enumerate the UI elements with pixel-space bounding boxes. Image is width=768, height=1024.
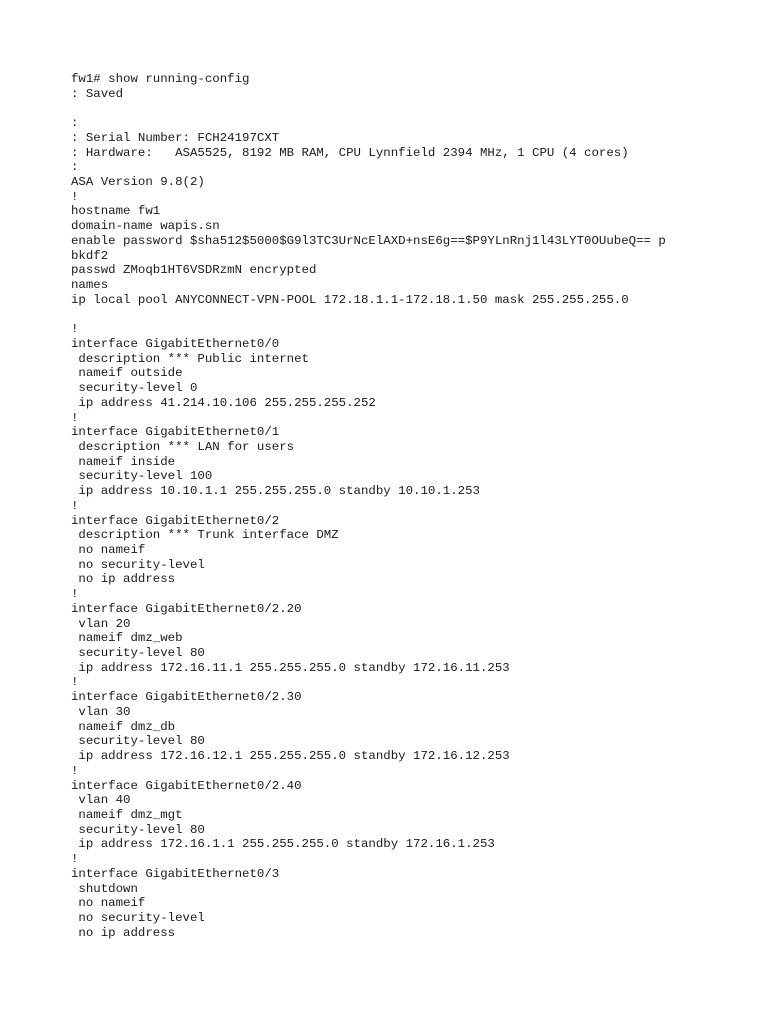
config-line: ! <box>71 852 79 867</box>
config-line: interface GigabitEthernet0/0 <box>71 336 280 351</box>
config-line: : Saved <box>71 86 124 101</box>
config-line: interface GigabitEthernet0/1 <box>71 425 280 440</box>
config-line: interface GigabitEthernet0/2.20 <box>71 601 302 616</box>
config-line: vlan 40 <box>71 793 131 808</box>
config-line: ip address 172.16.11.1 255.255.255.0 standby 172.16.11.253 <box>71 660 510 675</box>
config-line: domain-name wapis.sn <box>71 219 220 234</box>
config-line: ! <box>71 498 79 513</box>
config-line: passwd ZMoqb1HT6VSDRzmN encrypted <box>71 263 317 278</box>
config-line: bkdf2 <box>71 248 109 263</box>
config-line: nameif outside <box>71 366 183 381</box>
config-line: ! <box>71 763 79 778</box>
config-line <box>71 101 666 116</box>
config-line: vlan 30 <box>71 704 131 719</box>
config-line: security-level 0 <box>71 381 198 396</box>
config-line: security-level 80 <box>71 822 205 837</box>
config-line: nameif dmz_web <box>71 631 183 646</box>
config-line: security-level 80 <box>71 734 205 749</box>
config-line: ip address 10.10.1.1 255.255.255.0 standby 10.10.1.253 <box>71 484 480 499</box>
config-line: : <box>71 116 79 131</box>
config-line: ip address 172.16.1.1 255.255.255.0 standby 172.16.1.253 <box>71 837 495 852</box>
running-config-text <box>71 72 666 940</box>
config-line: ! <box>71 675 79 690</box>
config-line: vlan 20 <box>71 616 131 631</box>
config-line: : Hardware: ASA5525, 8192 MB RAM, CPU Lynnfield 2394 MHz, 1 CPU (4 cores) <box>71 145 629 160</box>
config-line: ip address 172.16.12.1 255.255.255.0 standby 172.16.12.253 <box>71 749 510 764</box>
config-line: no ip address <box>71 572 176 587</box>
config-line: interface GigabitEthernet0/3 <box>71 866 280 881</box>
config-line: description *** LAN for users <box>71 439 295 454</box>
config-line: ! <box>71 322 79 337</box>
config-line: security-level 80 <box>71 646 205 661</box>
config-line <box>71 308 666 323</box>
config-line: interface GigabitEthernet0/2 <box>71 513 280 528</box>
config-line: nameif dmz_mgt <box>71 807 183 822</box>
config-line: names <box>71 278 109 293</box>
config-line: no nameif <box>71 896 146 911</box>
config-line: enable password $sha512$5000$G9l3TC3UrNcElAXD+nsE6g==$P9YLnRnj1l43LYT0OUubeQ== p <box>71 233 666 248</box>
config-line: : <box>71 160 79 175</box>
config-line: security-level 100 <box>71 469 213 484</box>
config-line: ! <box>71 587 79 602</box>
config-line: ip local pool ANYCONNECT-VPN-POOL 172.18.1.1-172.18.1.50 mask 255.255.255.0 <box>71 292 629 307</box>
config-line: ASA Version 9.8(2) <box>71 175 205 190</box>
config-line: hostname fw1 <box>71 204 161 219</box>
config-line: interface GigabitEthernet0/2.40 <box>71 778 302 793</box>
config-line: fw1# show running-config <box>71 72 250 86</box>
config-line: nameif dmz_db <box>71 719 176 734</box>
config-line: : Serial Number: FCH24197CXT <box>71 130 280 145</box>
config-line: no security-level <box>71 557 205 572</box>
config-line: ! <box>71 410 79 425</box>
config-line: description *** Public internet <box>71 351 309 366</box>
config-line: ! <box>71 189 79 204</box>
config-line: no security-level <box>71 910 205 925</box>
config-line: no nameif <box>71 543 146 557</box>
config-line: no ip address <box>71 925 176 940</box>
config-line: nameif inside <box>71 454 176 469</box>
config-line: description *** Trunk interface DMZ <box>71 528 339 543</box>
config-line: interface GigabitEthernet0/2.30 <box>71 690 302 705</box>
config-line: ip address 41.214.10.106 255.255.255.252 <box>71 395 376 410</box>
config-line: shutdown <box>71 881 138 896</box>
